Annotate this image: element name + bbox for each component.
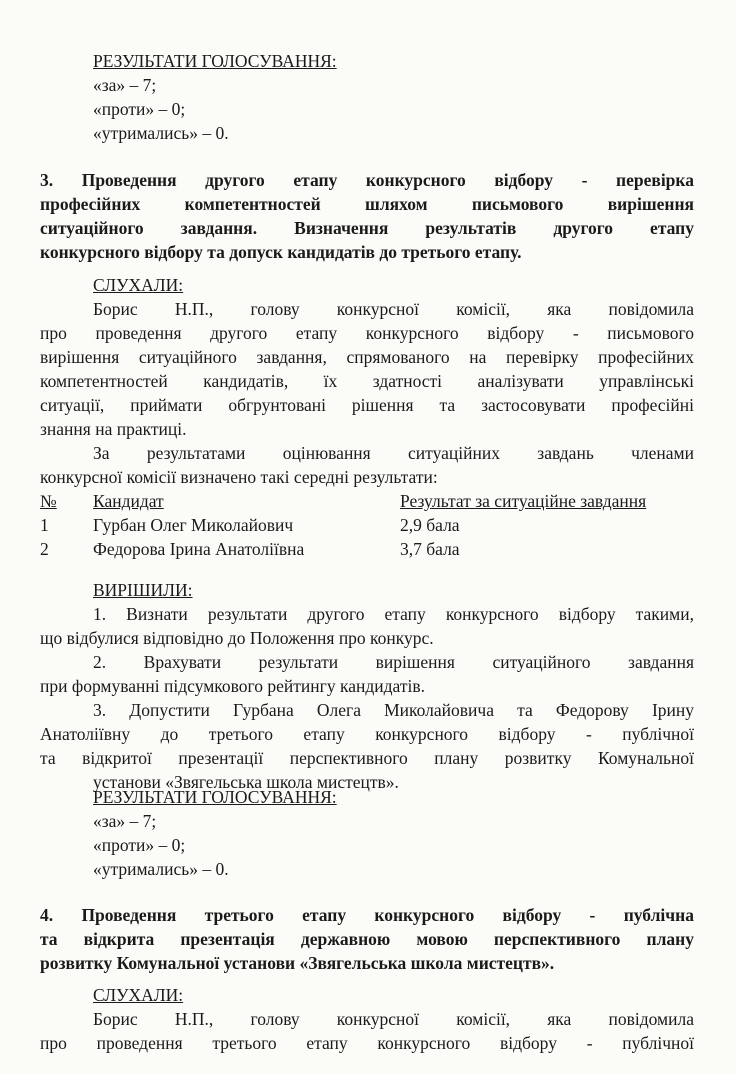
item3-title-line: ситуаційного завдання. Визначення результатів другого етапу (40, 218, 694, 238)
item4-title-line: та відкрита презентація державною мовою перспективного плану (40, 929, 694, 949)
vote-against: «проти» – 0; (93, 835, 186, 855)
table-cell: Гурбан Олег Миколайович (93, 515, 294, 535)
vote-for: «за» – 7; (93, 75, 157, 95)
vote-for: «за» – 7; (93, 811, 157, 831)
vote-heading: РЕЗУЛЬТАТИ ГОЛОСУВАННЯ: (93, 787, 337, 807)
decided-line: та відкритої презентації перспективного плану розвитку Комунальної (40, 748, 694, 768)
item4-title-line: 4. Проведення третього етапу конкурсного відбору - публічна (40, 905, 694, 925)
item3-title-line: конкурсного відбору та допуск кандидатів до третього етапу. (40, 242, 522, 262)
table-cell: 2 (40, 539, 49, 559)
decided-line: що відбулися відповідно до Положення про конкурс. (40, 628, 434, 648)
decided-line: Анатоліївну до третього етапу конкурсного відбору - публічної (40, 724, 694, 744)
results-line: конкурсної комісії визначено такі середні результати: (40, 467, 438, 487)
heard-heading: СЛУХАЛИ: (93, 985, 184, 1005)
vote-against: «проти» – 0; (93, 99, 186, 119)
results-line: За результатами оцінювання ситуаційних завдань членами (93, 443, 694, 463)
vote-heading: РЕЗУЛЬТАТИ ГОЛОСУВАННЯ: (93, 51, 337, 71)
table-cell: 1 (40, 515, 49, 535)
vote-abstained: «утримались» – 0. (93, 123, 229, 143)
decided-line: при формуванні підсумкового рейтингу кандидатів. (40, 676, 425, 696)
table-cell: 2,9 бала (400, 515, 460, 535)
table-header-candidate: Кандидат (93, 491, 164, 511)
table-header-number: № (40, 491, 57, 511)
vote-abstained: «утримались» – 0. (93, 859, 229, 879)
table-cell: Федорова Ірина Анатоліївна (93, 539, 305, 559)
table-header-result: Результат за ситуаційне завдання (400, 491, 647, 511)
heard-line: компетентностей кандидатів, їх здатності аналізувати управлінські (40, 371, 694, 391)
heard-line: Борис Н.П., голову конкурсної комісії, яка повідомила (93, 1009, 694, 1029)
decided-line: установи «Звягельська школа мистецтв». (93, 772, 399, 792)
item4-title-line: розвитку Комунальної установи «Звягельська школа мистецтв». (40, 953, 555, 973)
decided-heading: ВИРІШИЛИ: (93, 580, 193, 600)
decided-line: 1. Визнати результати другого етапу конкурсного відбору такими, (93, 604, 694, 624)
heard-line: про проведення третього етапу конкурсного відбору - публічної (40, 1033, 694, 1053)
heard-line: Борис Н.П., голову конкурсної комісії, яка повідомила (93, 299, 694, 319)
table-cell: 3,7 бала (400, 539, 460, 559)
heard-line: про проведення другого етапу конкурсного відбору - письмового (40, 323, 694, 343)
item3-title-line: професійних компетентностей шляхом письмового вирішення (40, 194, 694, 214)
heard-line: знання на практиці. (40, 419, 187, 439)
heard-line: ситуації, приймати обгрунтовані рішення та застосовувати професійні (40, 395, 694, 415)
item3-title-line: 3. Проведення другого етапу конкурсного відбору - перевірка (40, 170, 694, 190)
decided-line: 2. Врахувати результати вирішення ситуаційного завдання (93, 652, 694, 672)
heard-heading: СЛУХАЛИ: (93, 275, 184, 295)
decided-line: 3. Допустити Гурбана Олега Миколайовича та Федорову Ірину (93, 700, 694, 720)
heard-line: вирішення ситуаційного завдання, спрямованого на перевірку професійних (40, 347, 694, 367)
